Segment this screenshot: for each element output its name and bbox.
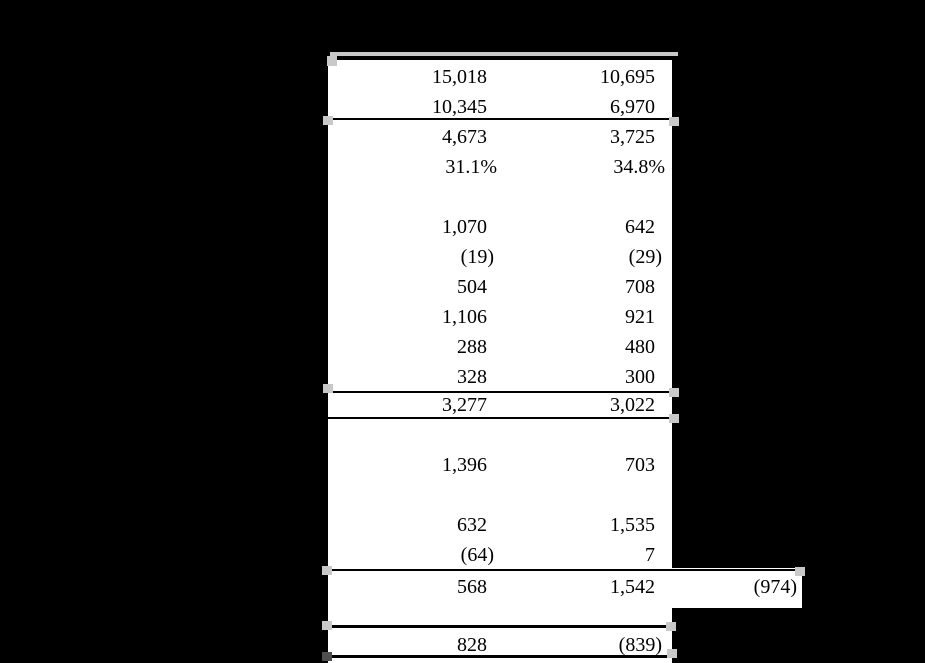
cell-col1: 828 (457, 634, 487, 656)
table-row (328, 630, 672, 660)
table-row (328, 572, 800, 602)
table-row (328, 122, 672, 152)
cell-col1: (64) (460, 544, 494, 566)
table-row (328, 332, 672, 362)
cell-col2: 1,542 (610, 576, 655, 598)
cell-col1: 1,070 (442, 216, 487, 238)
table-row (328, 540, 672, 570)
cell-col1: (19) (460, 246, 494, 268)
cell-col1: 632 (457, 514, 487, 536)
cell-col2: 10,695 (600, 66, 655, 88)
table-row (328, 272, 672, 302)
table-row (328, 302, 672, 332)
cell-col3: (974) (753, 576, 797, 598)
table-row (328, 242, 672, 272)
cell-col1: 31.1% (445, 156, 497, 178)
table-rule-top (328, 57, 674, 60)
cell-col2: 3,022 (610, 394, 655, 416)
cell-col2: 3,725 (610, 126, 655, 148)
cell-col2: 703 (625, 454, 655, 476)
cell-col1: 288 (457, 336, 487, 358)
cell-col1: 3,277 (442, 394, 487, 416)
cell-col1: 4,673 (442, 126, 487, 148)
cell-col1: 1,106 (442, 306, 487, 328)
table-row (328, 212, 672, 242)
table-row (328, 450, 672, 480)
cell-col1: 1,396 (442, 454, 487, 476)
table-row (328, 362, 672, 392)
cell-col1: 15,018 (432, 66, 487, 88)
cell-col2: 921 (625, 306, 655, 328)
cell-col2: 34.8% (613, 156, 665, 178)
table-row (328, 510, 672, 540)
table-row (328, 152, 672, 182)
table-top-gray-bar (330, 52, 678, 56)
cell-col1: 10,345 (432, 96, 487, 118)
table-row (328, 390, 672, 420)
cell-col1: 568 (457, 576, 487, 598)
table-rule (328, 625, 674, 628)
rule-end-stub (322, 621, 332, 630)
table-row (328, 92, 672, 122)
cell-col2: 480 (625, 336, 655, 358)
cell-col1: 328 (457, 366, 487, 388)
cell-col2: (29) (628, 246, 662, 268)
cell-col2: (839) (618, 634, 662, 656)
cell-col1: 504 (457, 276, 487, 298)
cell-col2: 642 (625, 216, 655, 238)
table-row (328, 62, 672, 92)
cell-col2: 708 (625, 276, 655, 298)
cell-col2: 300 (625, 366, 655, 388)
cell-col2: 1,535 (610, 514, 655, 536)
cell-col2: 6,970 (610, 96, 655, 118)
cell-col2: 7 (645, 544, 655, 566)
